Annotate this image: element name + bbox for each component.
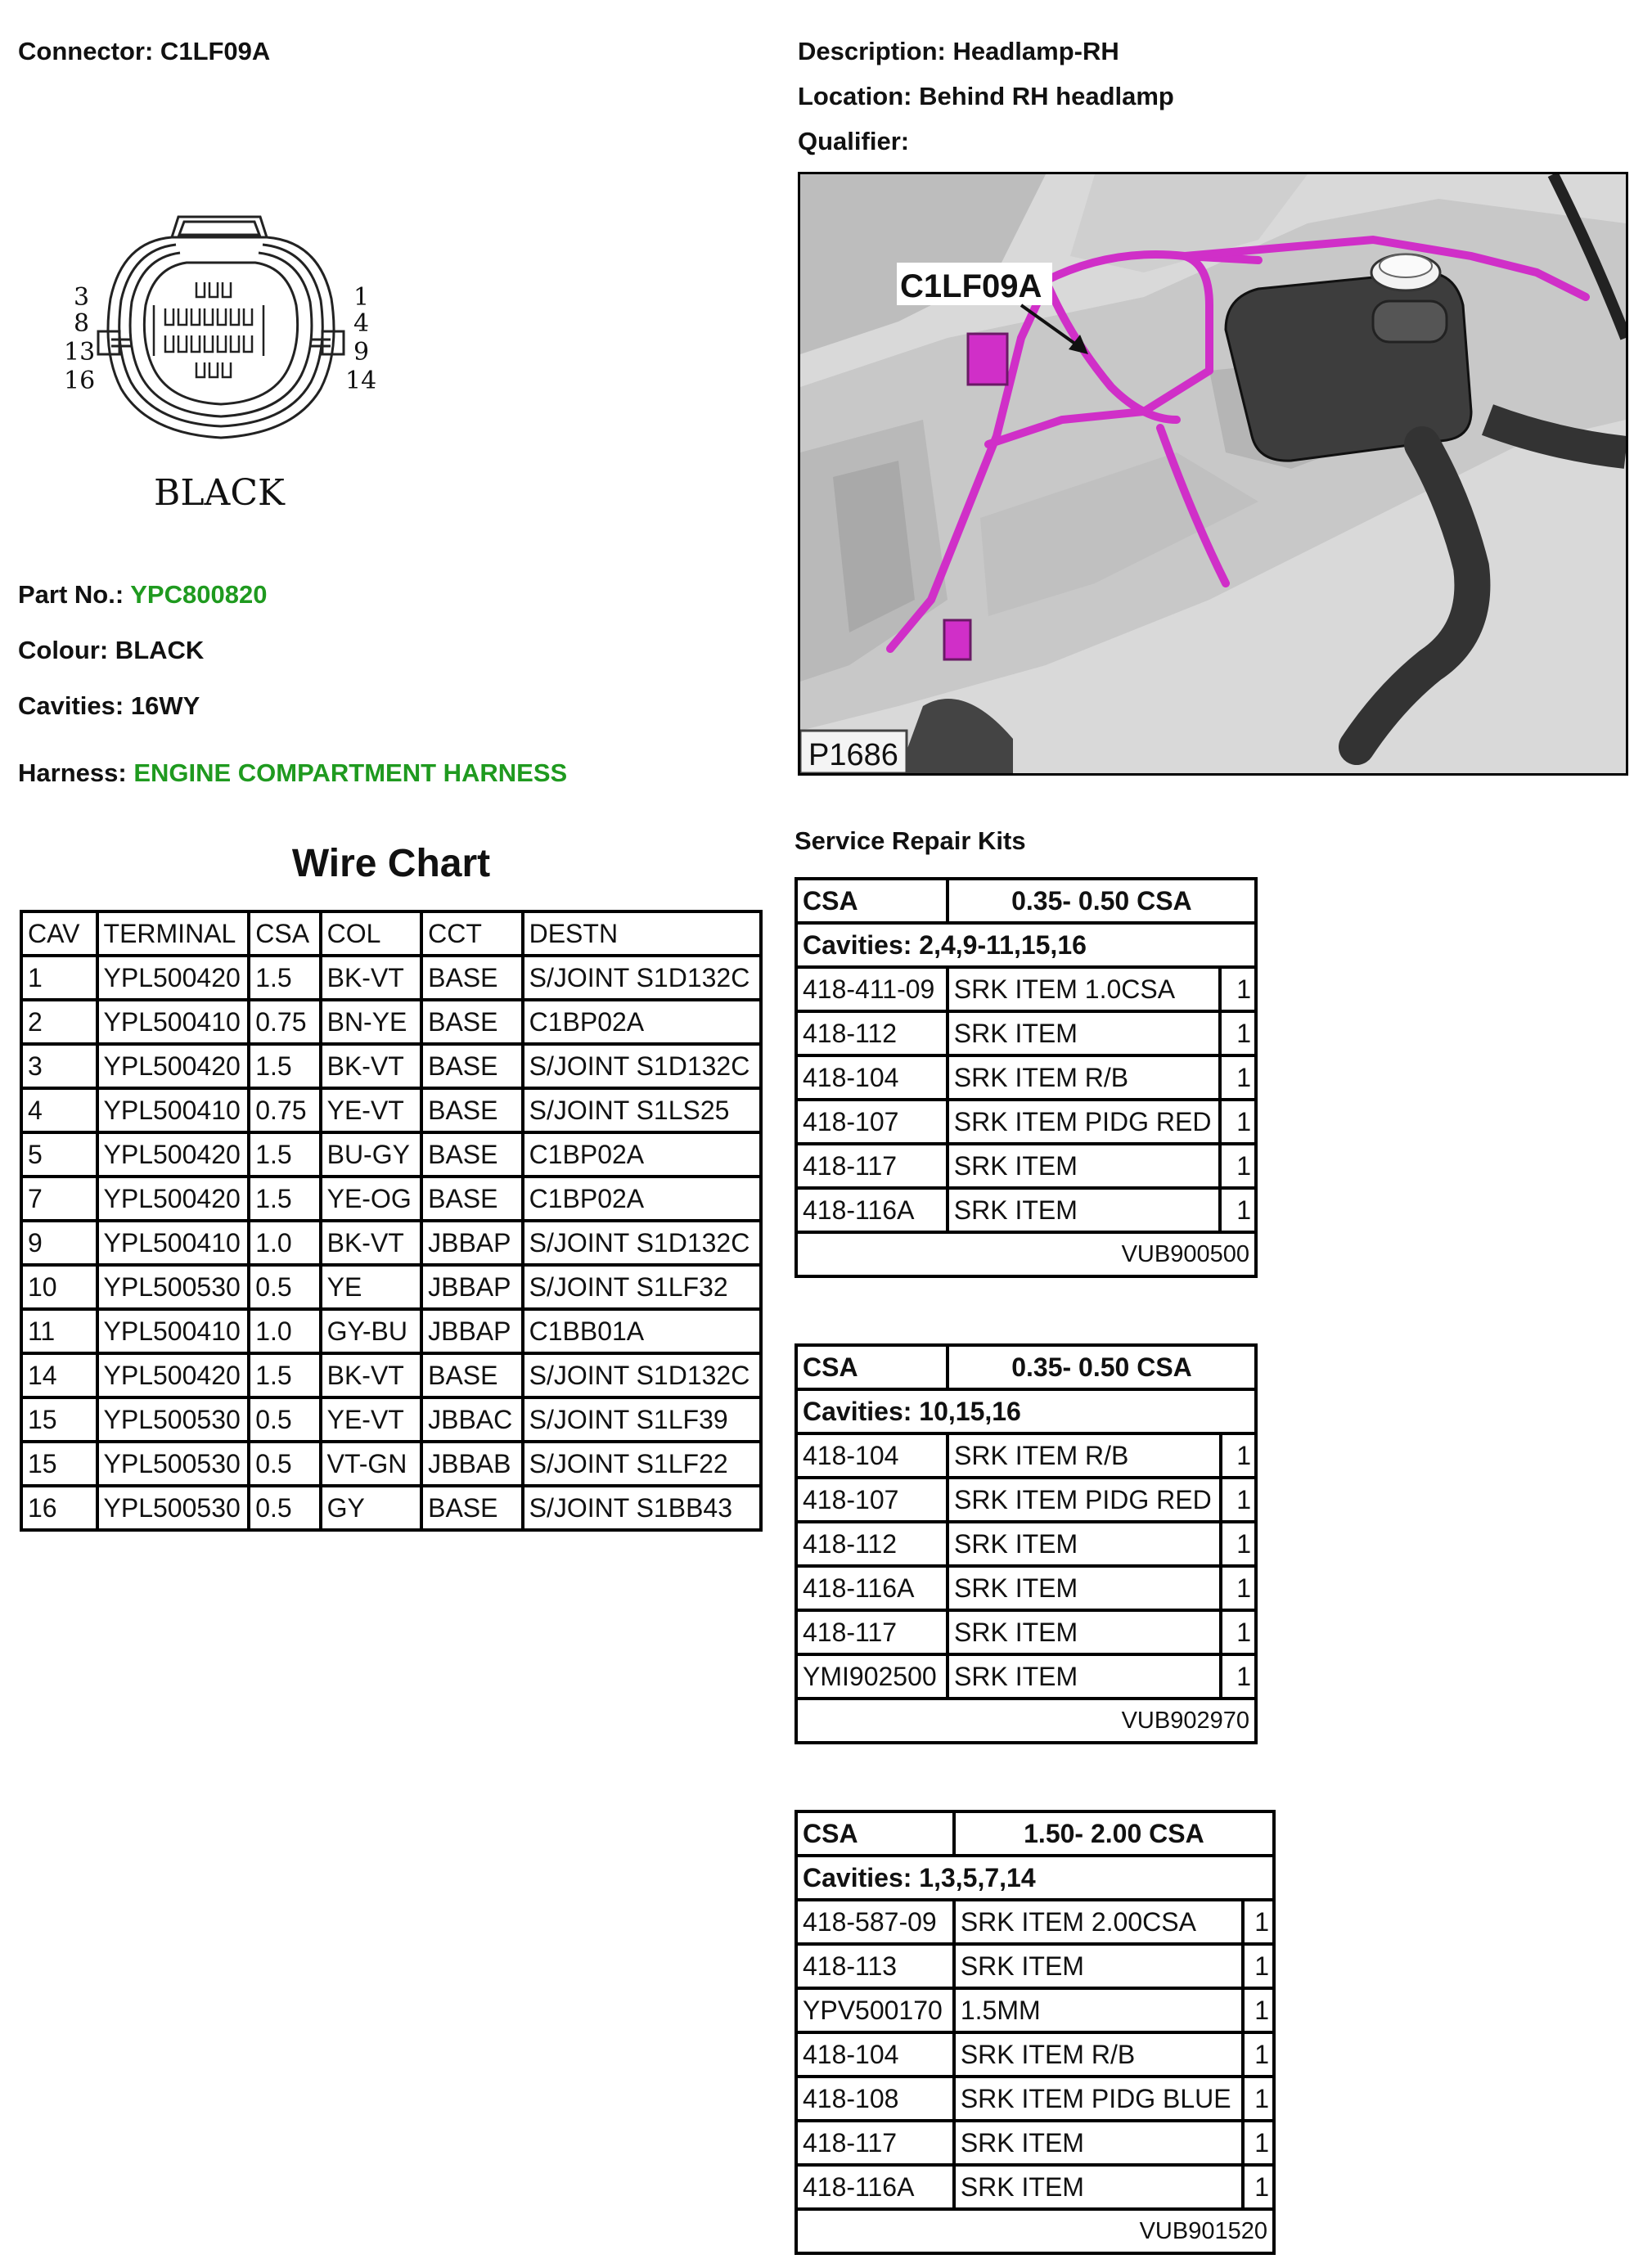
table-row xyxy=(21,1132,761,1177)
table-row xyxy=(21,1309,761,1353)
table-cell: VT-GN xyxy=(321,1442,422,1486)
connector-face-diagram xyxy=(57,209,393,528)
table-cell: 16 xyxy=(21,1486,97,1530)
kit-item-quantity: 1 xyxy=(1243,2165,1274,2209)
engine-bay-illustration xyxy=(800,174,1626,773)
table-cell: 9 xyxy=(21,1221,97,1265)
pin-label: 14 xyxy=(345,367,377,395)
kit-item-description: 1.5MM xyxy=(954,1988,1243,2032)
kit-item-quantity: 1 xyxy=(1243,2121,1274,2165)
kit-item-quantity: 1 xyxy=(1221,1522,1257,1566)
table-cell: 15 xyxy=(21,1442,97,1486)
kit-item-quantity: 1 xyxy=(1220,1144,1256,1188)
kit-header-row xyxy=(796,1345,1256,1389)
kit-item-description: SRK ITEM R/B xyxy=(948,1433,1220,1478)
table-cell: YPL500420 xyxy=(97,1132,250,1177)
kit-cavities-row xyxy=(796,1856,1274,1900)
kit-part-number: 418-116A xyxy=(796,2165,954,2209)
table-cell: BU-GY xyxy=(321,1132,422,1177)
kit-item-quantity: 1 xyxy=(1220,1188,1256,1232)
table-cell: C1BP02A xyxy=(523,1000,761,1044)
kit-part-number: 418-108 xyxy=(796,2077,954,2121)
table-cell: 1.5 xyxy=(249,956,320,1000)
table-cell: JBBAP xyxy=(421,1221,523,1265)
kit-item-description: SRK ITEM xyxy=(954,1944,1243,1988)
table-cell: YPL500410 xyxy=(97,1309,250,1353)
kit-reference-row xyxy=(796,1232,1256,1276)
table-cell: 7 xyxy=(21,1177,97,1221)
pin-label: 13 xyxy=(64,338,96,367)
table-cell: 5 xyxy=(21,1132,97,1177)
table-cell: BASE xyxy=(421,1132,523,1177)
table-cell: 0.5 xyxy=(249,1486,320,1530)
table-cell: 2 xyxy=(21,1000,97,1044)
kit-part-number: 418-411-09 xyxy=(796,967,948,1011)
kit-part-number: 418-104 xyxy=(796,2032,954,2077)
kit-item-description: SRK ITEM PIDG BLUE xyxy=(954,2077,1243,2121)
table-cell: 1.0 xyxy=(249,1221,320,1265)
kit-item-description: SRK ITEM xyxy=(948,1654,1220,1699)
kit-item-row xyxy=(796,1610,1256,1654)
table-cell: YE-VT xyxy=(321,1397,422,1442)
kit-item-row xyxy=(796,1188,1256,1232)
table-cell: BASE xyxy=(421,1353,523,1397)
repair-kit-table xyxy=(794,1343,1258,1744)
table-cell: BK-VT xyxy=(321,1044,422,1088)
location-photo xyxy=(798,172,1628,776)
table-cell: BN-YE xyxy=(321,1000,422,1044)
table-cell: 0.5 xyxy=(249,1397,320,1442)
kit-item-quantity: 1 xyxy=(1243,1944,1274,1988)
description-label: Description: Headlamp-RH xyxy=(798,37,1119,65)
kit-item-description: SRK ITEM PIDG RED xyxy=(948,1478,1220,1522)
kit-csa-label: CSA xyxy=(796,879,948,923)
column-header: TERMINAL xyxy=(97,911,250,956)
kit-item-quantity: 1 xyxy=(1221,1566,1257,1610)
kit-item-description: SRK ITEM xyxy=(954,2165,1243,2209)
kit-part-number: 418-107 xyxy=(796,1100,948,1144)
table-cell: GY-BU xyxy=(321,1309,422,1353)
kit-item-row xyxy=(796,1566,1256,1610)
table-cell: BASE xyxy=(421,956,523,1000)
kit-item-description: SRK ITEM 2.00CSA xyxy=(954,1900,1243,1944)
table-cell: 0.75 xyxy=(249,1088,320,1132)
column-header: CCT xyxy=(421,911,523,956)
table-cell: S/JOINT S1D132C xyxy=(523,1353,761,1397)
kit-item-quantity: 1 xyxy=(1220,1100,1256,1144)
table-cell: GY xyxy=(321,1486,422,1530)
colour-label: Colour: BLACK xyxy=(18,636,205,664)
kit-item-description: SRK ITEM PIDG RED xyxy=(948,1100,1221,1144)
table-cell: YE-OG xyxy=(321,1177,422,1221)
table-cell: BK-VT xyxy=(321,1353,422,1397)
kit-item-row xyxy=(796,1988,1274,2032)
table-cell: YPL500530 xyxy=(97,1442,250,1486)
table-cell: C1BP02A xyxy=(523,1177,761,1221)
pin-label: 3 xyxy=(74,283,90,312)
table-cell: BASE xyxy=(421,1000,523,1044)
table-row xyxy=(21,1177,761,1221)
pin-label: 16 xyxy=(64,367,96,395)
pin-label: 8 xyxy=(74,309,90,338)
kit-item-description: SRK ITEM xyxy=(948,1610,1220,1654)
table-cell: BASE xyxy=(421,1088,523,1132)
table-cell: 0.5 xyxy=(249,1265,320,1309)
kit-item-row xyxy=(796,1144,1256,1188)
kit-part-number: 418-117 xyxy=(796,1144,948,1188)
table-cell: JBBAB xyxy=(421,1442,523,1486)
table-cell: C1BB01A xyxy=(523,1309,761,1353)
table-cell: YPL500410 xyxy=(97,1088,250,1132)
kit-item-row xyxy=(796,1478,1256,1522)
table-cell: 4 xyxy=(21,1088,97,1132)
kit-csa-label: CSA xyxy=(796,1345,948,1389)
table-cell: 1.5 xyxy=(249,1132,320,1177)
table-row xyxy=(21,1486,761,1530)
kit-csa-value: 1.50- 2.00 CSA xyxy=(954,1811,1274,1856)
table-cell: YE xyxy=(321,1265,422,1309)
part-no xyxy=(18,579,267,610)
kit-reference: VUB902970 xyxy=(796,1699,1256,1743)
kit-item-quantity: 1 xyxy=(1221,1433,1257,1478)
kit-item-quantity: 1 xyxy=(1243,2032,1274,2077)
kit-part-number: YMI902500 xyxy=(796,1654,948,1699)
table-cell: BASE xyxy=(421,1177,523,1221)
kit-item-row xyxy=(796,1100,1256,1144)
service-repair-kits-title: Service Repair Kits xyxy=(794,826,1026,855)
kit-part-number: 418-113 xyxy=(796,1944,954,1988)
kit-cavities: Cavities: 10,15,16 xyxy=(796,1389,1256,1433)
kit-item-description: SRK ITEM xyxy=(948,1566,1220,1610)
harness-label: Harness: xyxy=(18,758,127,787)
kit-part-number: 418-116A xyxy=(796,1566,948,1610)
qualifier-label: Qualifier: xyxy=(798,127,910,155)
kit-part-number: 418-117 xyxy=(796,2121,954,2165)
kit-item-row xyxy=(796,2032,1274,2077)
connector-colour-text: BLACK xyxy=(154,472,285,514)
table-cell: YPL500410 xyxy=(97,1221,250,1265)
kit-header-row xyxy=(796,1811,1274,1856)
table-cell: 15 xyxy=(21,1397,97,1442)
connector-label: Connector: C1LF09A xyxy=(18,37,271,65)
table-cell: 1 xyxy=(21,956,97,1000)
kit-item-row xyxy=(796,1900,1274,1944)
kit-item-quantity: 1 xyxy=(1220,1055,1256,1100)
table-cell: 14 xyxy=(21,1353,97,1397)
kit-item-description: SRK ITEM xyxy=(948,1522,1220,1566)
kit-cavities-row xyxy=(796,1389,1256,1433)
kit-item-quantity: 1 xyxy=(1220,1011,1256,1055)
kit-item-row xyxy=(796,1055,1256,1100)
pin-label: 9 xyxy=(353,338,370,367)
table-cell: S/JOINT S1LF39 xyxy=(523,1397,761,1442)
table-cell: S/JOINT S1LS25 xyxy=(523,1088,761,1132)
kit-item-description: SRK ITEM R/B xyxy=(954,2032,1243,2077)
part-no-value: YPC800820 xyxy=(130,580,268,609)
table-cell: S/JOINT S1D132C xyxy=(523,1044,761,1088)
table-cell: 10 xyxy=(21,1265,97,1309)
table-cell: YPL500410 xyxy=(97,1000,250,1044)
pin-label: 1 xyxy=(353,283,370,312)
table-row xyxy=(21,1221,761,1265)
kit-csa-label: CSA xyxy=(796,1811,954,1856)
kit-part-number: 418-104 xyxy=(796,1433,948,1478)
kit-part-number: 418-112 xyxy=(796,1011,948,1055)
kit-part-number: YPV500170 xyxy=(796,1988,954,2032)
table-cell: S/JOINT S1LF32 xyxy=(523,1265,761,1309)
kit-item-description: SRK ITEM xyxy=(948,1144,1221,1188)
table-cell: 11 xyxy=(21,1309,97,1353)
table-cell: 0.5 xyxy=(249,1442,320,1486)
table-cell: 3 xyxy=(21,1044,97,1088)
wire-chart-header-row xyxy=(21,911,761,956)
column-header: DESTN xyxy=(523,911,761,956)
kit-cavities-row xyxy=(796,923,1256,967)
kit-item-quantity: 1 xyxy=(1243,1988,1274,2032)
kit-part-number: 418-587-09 xyxy=(796,1900,954,1944)
table-cell: BASE xyxy=(421,1486,523,1530)
kit-item-row xyxy=(796,1433,1256,1478)
kit-reference-row xyxy=(796,2209,1274,2253)
kit-reference-row xyxy=(796,1699,1256,1743)
kit-cavities: Cavities: 1,3,5,7,14 xyxy=(796,1856,1274,1900)
table-cell: C1BP02A xyxy=(523,1132,761,1177)
pin-label: 4 xyxy=(353,309,370,338)
wire-chart-title: Wire Chart xyxy=(291,842,491,885)
harness-value: ENGINE COMPARTMENT HARNESS xyxy=(133,758,568,787)
table-cell: YPL500530 xyxy=(97,1397,250,1442)
table-cell: 1.5 xyxy=(249,1353,320,1397)
table-row xyxy=(21,1000,761,1044)
table-cell: YPL500420 xyxy=(97,1353,250,1397)
kit-csa-value: 0.35- 0.50 CSA xyxy=(948,1345,1256,1389)
kit-item-quantity: 1 xyxy=(1243,1900,1274,1944)
kit-part-number: 418-107 xyxy=(796,1478,948,1522)
kit-item-quantity: 1 xyxy=(1221,1654,1257,1699)
kit-reference: VUB900500 xyxy=(796,1232,1256,1276)
table-cell: 0.75 xyxy=(249,1000,320,1044)
table-row xyxy=(21,1265,761,1309)
table-cell: YPL500420 xyxy=(97,1177,250,1221)
kit-part-number: 418-117 xyxy=(796,1610,948,1654)
kit-item-row xyxy=(796,2121,1274,2165)
kit-item-description: SRK ITEM R/B xyxy=(948,1055,1221,1100)
table-row xyxy=(21,1088,761,1132)
kit-cavities: Cavities: 2,4,9-11,15,16 xyxy=(796,923,1256,967)
table-cell: S/JOINT S1BB43 xyxy=(523,1486,761,1530)
table-cell: 1.5 xyxy=(249,1177,320,1221)
table-cell: S/JOINT S1D132C xyxy=(523,956,761,1000)
kit-item-description: SRK ITEM xyxy=(948,1011,1221,1055)
kit-item-quantity: 1 xyxy=(1221,1478,1257,1522)
table-cell: JBBAC xyxy=(421,1397,523,1442)
kit-item-row xyxy=(796,1944,1274,1988)
location-label: Location: Behind RH headlamp xyxy=(798,82,1174,110)
photo-callout-label: C1LF09A xyxy=(900,268,1042,304)
table-row xyxy=(21,1353,761,1397)
kit-item-row xyxy=(796,967,1256,1011)
table-row xyxy=(21,1044,761,1088)
table-cell: YPL500530 xyxy=(97,1265,250,1309)
table-cell: 1.0 xyxy=(249,1309,320,1353)
kit-item-row xyxy=(796,1011,1256,1055)
kit-part-number: 418-112 xyxy=(796,1522,948,1566)
table-row xyxy=(21,956,761,1000)
kit-header-row xyxy=(796,879,1256,923)
kit-item-quantity: 1 xyxy=(1243,2077,1274,2121)
kit-csa-value: 0.35- 0.50 CSA xyxy=(948,879,1256,923)
column-header: CAV xyxy=(21,911,97,956)
harness xyxy=(18,758,567,788)
kit-part-number: 418-116A xyxy=(796,1188,948,1232)
kit-item-quantity: 1 xyxy=(1220,967,1256,1011)
table-row xyxy=(21,1442,761,1486)
table-cell: BK-VT xyxy=(321,956,422,1000)
table-cell: BK-VT xyxy=(321,1221,422,1265)
kit-item-row xyxy=(796,2077,1274,2121)
wire-chart-table xyxy=(20,910,763,1532)
kit-item-description: SRK ITEM xyxy=(948,1188,1221,1232)
table-cell: YPL500530 xyxy=(97,1486,250,1530)
table-cell: JBBAP xyxy=(421,1309,523,1353)
column-header: CSA xyxy=(249,911,320,956)
kit-reference: VUB901520 xyxy=(796,2209,1274,2253)
kit-item-row xyxy=(796,1522,1256,1566)
table-cell: YPL500420 xyxy=(97,1044,250,1088)
table-cell: 1.5 xyxy=(249,1044,320,1088)
table-cell: S/JOINT S1D132C xyxy=(523,1221,761,1265)
table-cell: S/JOINT S1LF22 xyxy=(523,1442,761,1486)
table-cell: YE-VT xyxy=(321,1088,422,1132)
kit-item-quantity: 1 xyxy=(1221,1610,1257,1654)
kit-part-number: 418-104 xyxy=(796,1055,948,1100)
column-header: COL xyxy=(321,911,422,956)
photo-ref-label: P1686 xyxy=(808,738,898,772)
repair-kit-table xyxy=(794,1810,1276,2255)
table-cell: BASE xyxy=(421,1044,523,1088)
table-cell: JBBAP xyxy=(421,1265,523,1309)
kit-item-description: SRK ITEM xyxy=(954,2121,1243,2165)
table-row xyxy=(21,1397,761,1442)
kit-item-row xyxy=(796,1654,1256,1699)
cavities-label: Cavities: 16WY xyxy=(18,691,200,720)
repair-kit-table xyxy=(794,877,1258,1278)
kit-item-description: SRK ITEM 1.0CSA xyxy=(948,967,1221,1011)
part-no-label: Part No.: xyxy=(18,580,124,609)
kit-item-row xyxy=(796,2165,1274,2209)
table-cell: YPL500420 xyxy=(97,956,250,1000)
